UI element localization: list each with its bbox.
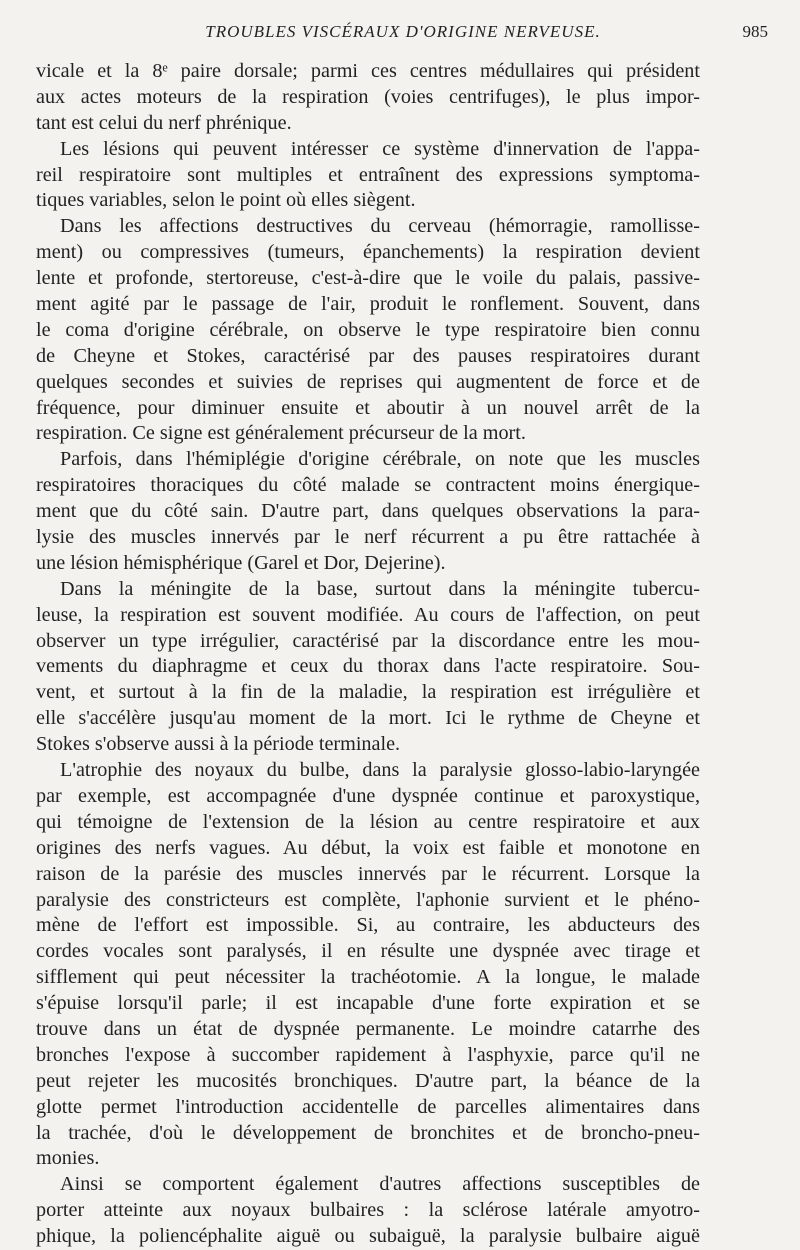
text-line: reil respiratoire sont multiples et entraînent des expressions symptoma- [36,163,700,186]
text-line: porter atteinte aux noyaux bulbaires : la sclérose latérale amyotro- [36,1199,700,1222]
text-line: la trachée, d'où le développement de bronchites et de broncho-pneu- [36,1121,700,1144]
text-line: respiration. Ce signe est généralement précurseur de la mort. [36,422,526,445]
text-line: origines des nerfs vagues. Au début, la voix est faible et monotone en [36,836,700,859]
text-line: ment que du côté sain. D'autre part, dans quelques observations la para- [36,500,700,523]
body-text [36,59,700,1250]
text-line: observer un type irrégulier, caractérisé par la discordance entre les mou- [36,629,700,652]
text-line: Parfois, dans l'hémiplégie d'origine cérébrale, on note que les muscles [60,448,700,471]
text-line: aux actes moteurs de la respiration (voies centrifuges), le plus impor- [36,85,700,108]
text-line: ment agité par le passage de l'air, produit le ronflement. Souvent, dans [36,293,700,316]
text-line: phique, la poliencéphalite aiguë ou subaiguë, la paralysie bulbaire aiguë [36,1225,700,1248]
text-line: bronches l'expose à succomber rapidement à l'asphyxie, parce qu'il ne [36,1043,700,1066]
text-line: vicale et la 8ᵉ paire dorsale; parmi ces centres médullaires qui président [36,60,700,82]
text-line: monies. [36,1147,100,1170]
text-line: vements du diaphragme et ceux du thorax dans l'acte respiratoire. Sou- [36,655,700,678]
text-line: leuse, la respiration est souvent modifiée. Au cours de l'affection, on peut [36,603,700,626]
text-line: glotte permet l'introduction accidentelle de parcelles alimentaires dans [36,1095,700,1118]
text-line: L'atrophie des noyaux du bulbe, dans la paralysie glosso-labio-laryngée [60,759,700,782]
text-line: quelques secondes et suivies de reprises qui augmentent de force et de [36,370,700,393]
text-line: vent, et surtout à la fin de la maladie, la respiration est irrégulière et [36,681,700,704]
text-line: s'épuise lorsqu'il parle; il est incapable d'une forte expiration et se [36,992,700,1015]
text-line: tant est celui du nerf phrénique. [36,111,292,134]
text-line: peut rejeter les mucosités bronchiques. D'autre part, la béance de la [36,1069,700,1092]
text-line: tiques variables, selon le point où elles siègent. [36,189,416,212]
text-line: lysie des muscles innervés par le nerf récurrent a pu être rattachée à [36,526,700,549]
page-number: 985 [742,22,768,41]
page-header [36,22,770,48]
text-line: Dans les affections destructives du cerveau (hémorragie, ramollisse- [60,215,700,238]
text-line: respiratoires thoraciques du côté malade se contractent moins énergique- [36,474,700,497]
text-line: de Cheyne et Stokes, caractérisé par des pauses respiratoires durant [36,344,700,367]
text-line: Dans la méningite de la base, surtout dans la méningite tubercu- [60,577,700,600]
text-line: elle s'accélère jusqu'au moment de la mort. Ici le rythme de Cheyne et [36,707,700,730]
text-line: Ainsi se comportent également d'autres affections susceptibles de [60,1173,700,1196]
text-line: une lésion hémisphérique (Garel et Dor, Dejerine). [36,551,446,574]
text-line: lente et profonde, stertoreuse, c'est-à-dire que le voile du palais, passive- [36,267,700,290]
text-line: paralysie des constricteurs est complète, l'aphonie survient et le phéno- [36,888,700,911]
text-line: le coma d'origine cérébrale, on observe le type respiratoire bien connu [36,318,700,341]
text-line: cordes vocales sont paralysés, il en résulte une dyspnée avec tirage et [36,940,700,963]
text-line: qui témoigne de l'extension de la lésion au centre respiratoire et aux [36,810,700,833]
text-line: trouve dans un état de dyspnée permanente. Le moindre catarrhe des [36,1017,700,1040]
text-line: ment) ou compressives (tumeurs, épanchements) la respiration devient [36,241,700,264]
running-title: TROUBLES VISCÉRAUX D'ORIGINE NERVEUSE. [205,22,601,41]
text-line: sifflement qui peut nécessiter la trachéotomie. A la longue, le malade [36,966,700,989]
text-line: fréquence, pour diminuer ensuite et aboutir à un nouvel arrêt de la [36,396,700,419]
text-line: par exemple, est accompagnée d'une dyspnée continue et paroxystique, [36,784,700,807]
text-line: mène de l'effort est impossible. Si, au contraire, les abducteurs des [36,914,700,937]
text-line: Stokes s'observe aussi à la période terminale. [36,733,401,756]
text-line: Les lésions qui peuvent intéresser ce système d'innervation de l'appa- [60,137,700,160]
text-line: raison de la parésie des muscles innervés par le récurrent. Lorsque la [36,862,700,885]
